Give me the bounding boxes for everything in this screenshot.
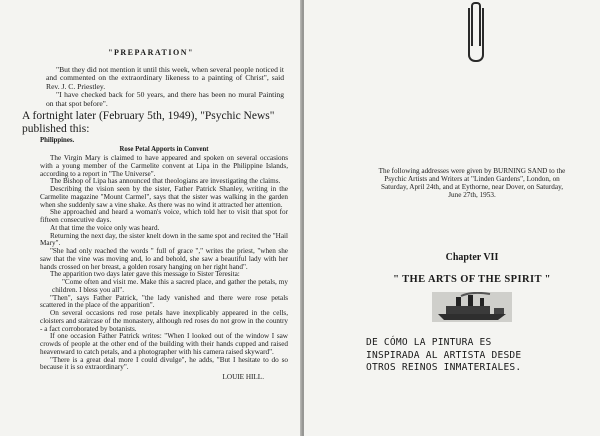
article-headline: Rose Petal Apports in Convent — [119, 146, 209, 153]
paragraph: At that time the voice only was heard. — [50, 223, 160, 232]
section-heading: Philippines. — [40, 137, 75, 144]
paragraph: She approached and heard a woman's voice, which told her to visit that spot for fifteen consecutive days. — [40, 208, 288, 224]
paragraph: Returning the next day, the sister knelt down in the same spot and recited the "Hail Mary". — [40, 231, 288, 248]
paragraph: "But they did not mention it until this week, when several people noticed it and commented on the extraordinary likeness to a painting of Christ", said Rev. J. C. Priestley. — [46, 65, 284, 91]
lead-text: A fortnight later (February 5th, 1949), "Psychic News" published this: — [22, 110, 275, 135]
article-body — [40, 155, 288, 382]
paragraph: On several occasions red rose petals have inexplicably appeared in the cells, cloisters and staircase of the monastery, although red roses do not grow in the country - a fact corroborated by botanists. — [40, 309, 288, 333]
chapter-label: Chapter VII — [445, 252, 499, 263]
handwritten-line: OTROS REINOS INMATERIALES. — [366, 362, 522, 373]
message-quote: "Come often and visit me. Make this a sacred place, and gather the petals, my children. I bless you all". — [52, 278, 288, 294]
paragraph: If one occasion Father Patrick writes: "When I looked out of the window I saw crowds of people at the other end of the building with their hands cupped and raised heavenward to catch petals, and a photographer with his camera raised skyward". — [40, 332, 288, 356]
paragraph: Describing the vision seen by the sister, Father Patrick Shanley, writing in the Carmelite magazine "Mount Carmel", says that the sister was walking in the garden when she suddenly saw a vine shake. As there was no wind it attracted her attention. — [40, 185, 288, 209]
paragraph: "I have checked back for 50 years, and there has been no mural Painting on that spot before". — [46, 90, 284, 108]
quote-block — [46, 66, 284, 108]
steamship-emblem-icon — [432, 292, 512, 322]
handwritten-line: DE CÓMO LA PINTURA ES — [366, 337, 492, 348]
handwritten-note — [366, 337, 596, 375]
paragraph: "She had only reached the words " full of grace "," writes the priest, "when she saw that the vine was moving and, lo and behold, she saw a beautiful lady with her hands crossed on her breast, a golden rosary hanging on her right hand". — [40, 247, 288, 271]
handwritten-line: INSPIRADA AL ARTISTA DESDE — [366, 349, 522, 361]
paragraph: The Virgin Mary is claimed to have appeared and spoken on several occasions with a young member of the Carmelite convent at Lipa in the Philippine Islands, according to a report in "The Universe". — [40, 154, 288, 178]
paragraph: The Bishop of Lipa has announced that theologians are investigating the claims. — [50, 177, 281, 186]
addresses-note: The following addresses were given by BURNING SAND to the Psychic Artists and Writers at "Linden Gardens", London, on Saturday, April 24th, and at Eythorne, near Dover, on Saturday, June 27th, 1953. — [378, 167, 566, 199]
paragraph: "Then", says Father Patrick, "the lady vanished and there were rose petals scattered in the place of the apparition". — [40, 293, 288, 310]
chapter-title: " THE ARTS OF THE SPIRIT " — [393, 274, 551, 285]
paragraph: The apparition two days later gave this message to Sister Teresita: — [50, 270, 240, 279]
paragraph: "There is a great deal more I could divulge", he adds, "But I hesitate to do so because it is so extraordinary". — [40, 355, 288, 372]
signature: LOUIE HILL. — [222, 373, 264, 381]
paper-clip-icon — [471, 2, 481, 46]
running-head: "PREPARATION" — [108, 48, 194, 57]
